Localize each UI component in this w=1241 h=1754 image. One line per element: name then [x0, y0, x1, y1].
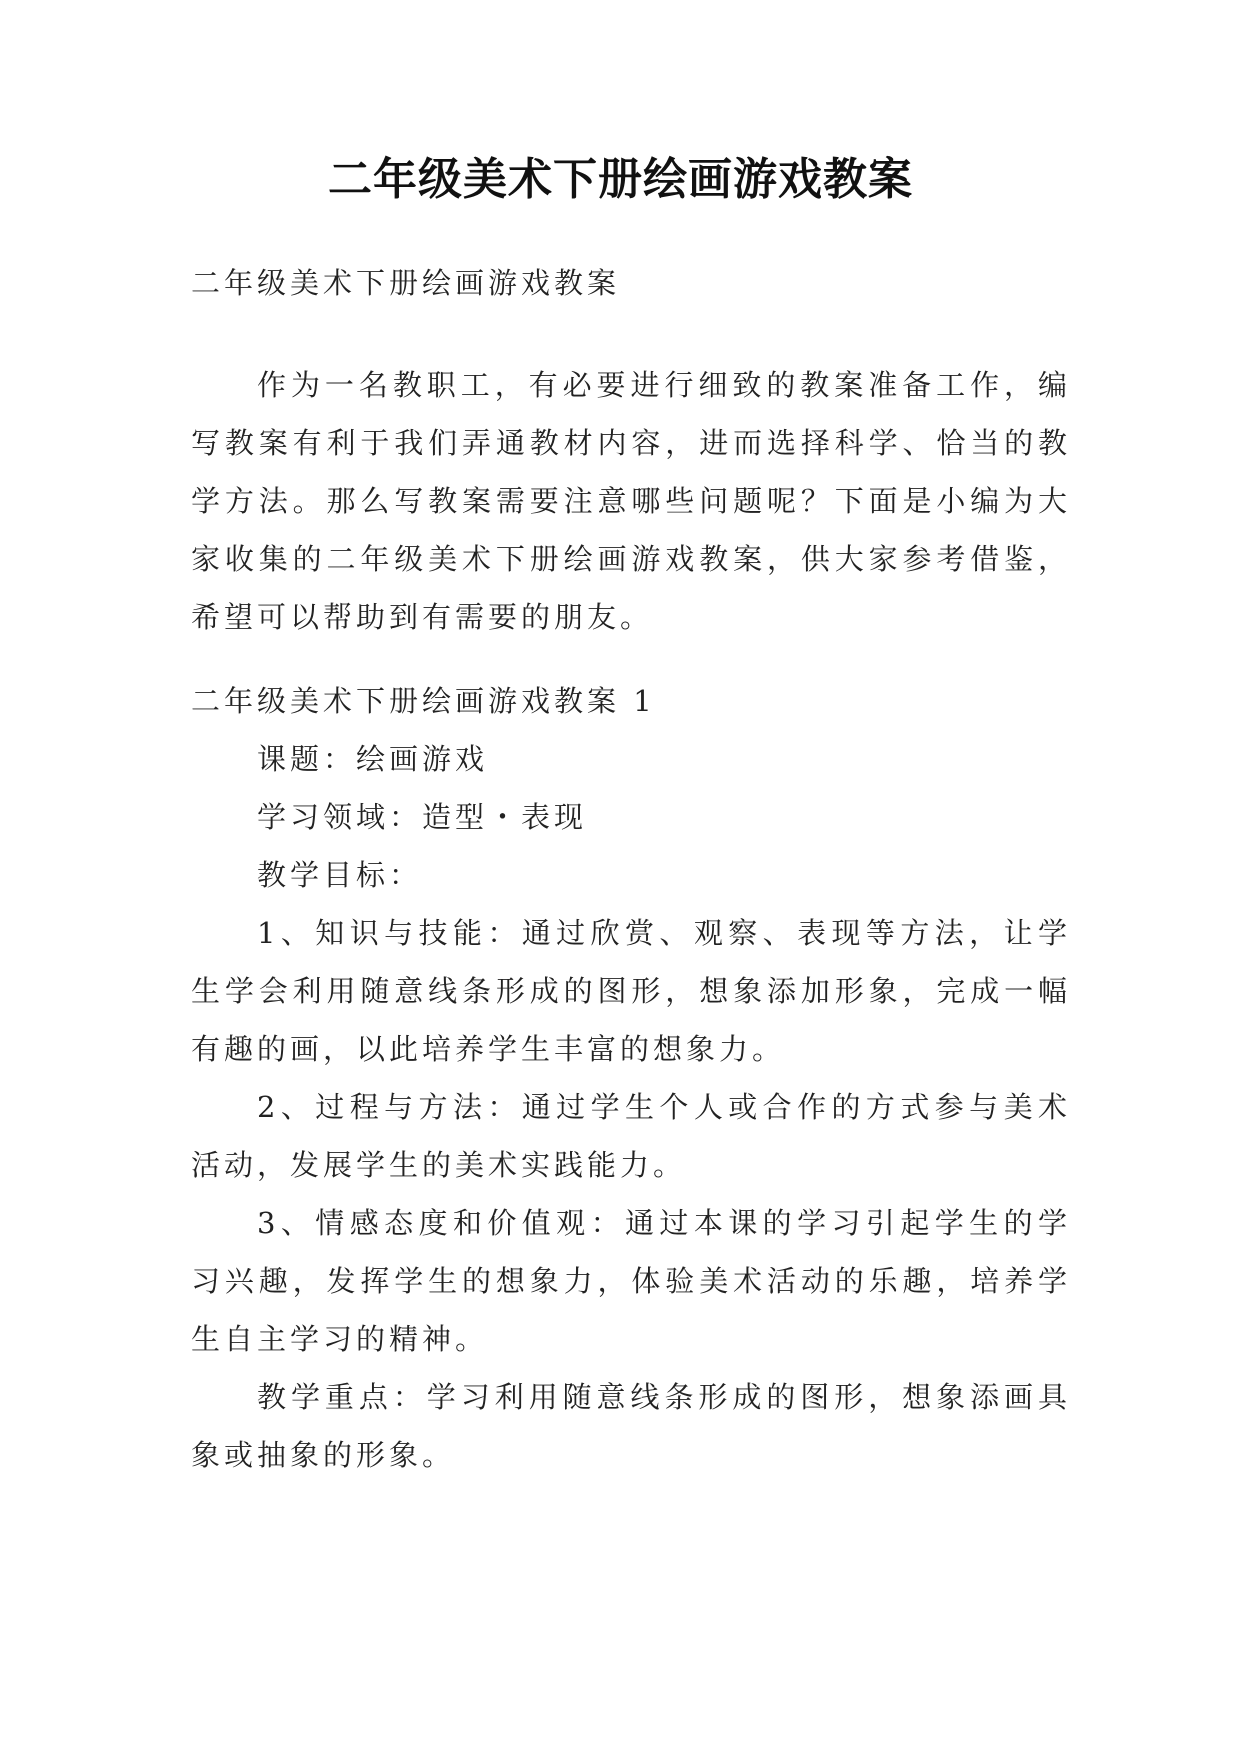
key-point: 教学重点：学习利用随意线条形成的图形，想象添画具象或抽象的形象。: [191, 1380, 1071, 1472]
objectives-label: 教学目标：: [257, 858, 423, 892]
section-heading: 二年级美术下册绘画游戏教案 1: [191, 684, 656, 718]
domain-line: 学习领域：造型・表现: [257, 800, 588, 834]
document-title: 二年级美术下册绘画游戏教案: [328, 154, 913, 205]
section-block: [191, 672, 1071, 1484]
objective-2: 2、过程与方法：通过学生个人或合作的方式参与美术活动，发展学生的美术实践能力。: [191, 1090, 1071, 1182]
document-subtitle: 二年级美术下册绘画游戏教案: [191, 266, 621, 300]
intro-block: [191, 356, 1071, 646]
topic-line: 课题：绘画游戏: [257, 742, 489, 776]
objective-3: 3、情感态度和价值观：通过本课的学习引起学生的学习兴趣，发挥学生的想象力，体验美术活动的乐趣，培养学生自主学习的精神。: [191, 1206, 1071, 1356]
intro-paragraph: 作为一名教职工，有必要进行细致的教案准备工作，编写教案有利于我们弄通教材内容，进而选择科学、恰当的教学方法。那么写教案需要注意哪些问题呢？下面是小编为大家收集的二年级美术下册绘画游戏教案，供大家参考借鉴，希望可以帮助到有需要的朋友。: [191, 368, 1071, 634]
objective-1: 1、知识与技能：通过欣赏、观察、表现等方法，让学生学会利用随意线条形成的图形，想象添加形象，完成一幅有趣的画，以此培养学生丰富的想象力。: [191, 916, 1071, 1066]
subtitle-block: [191, 254, 1071, 312]
